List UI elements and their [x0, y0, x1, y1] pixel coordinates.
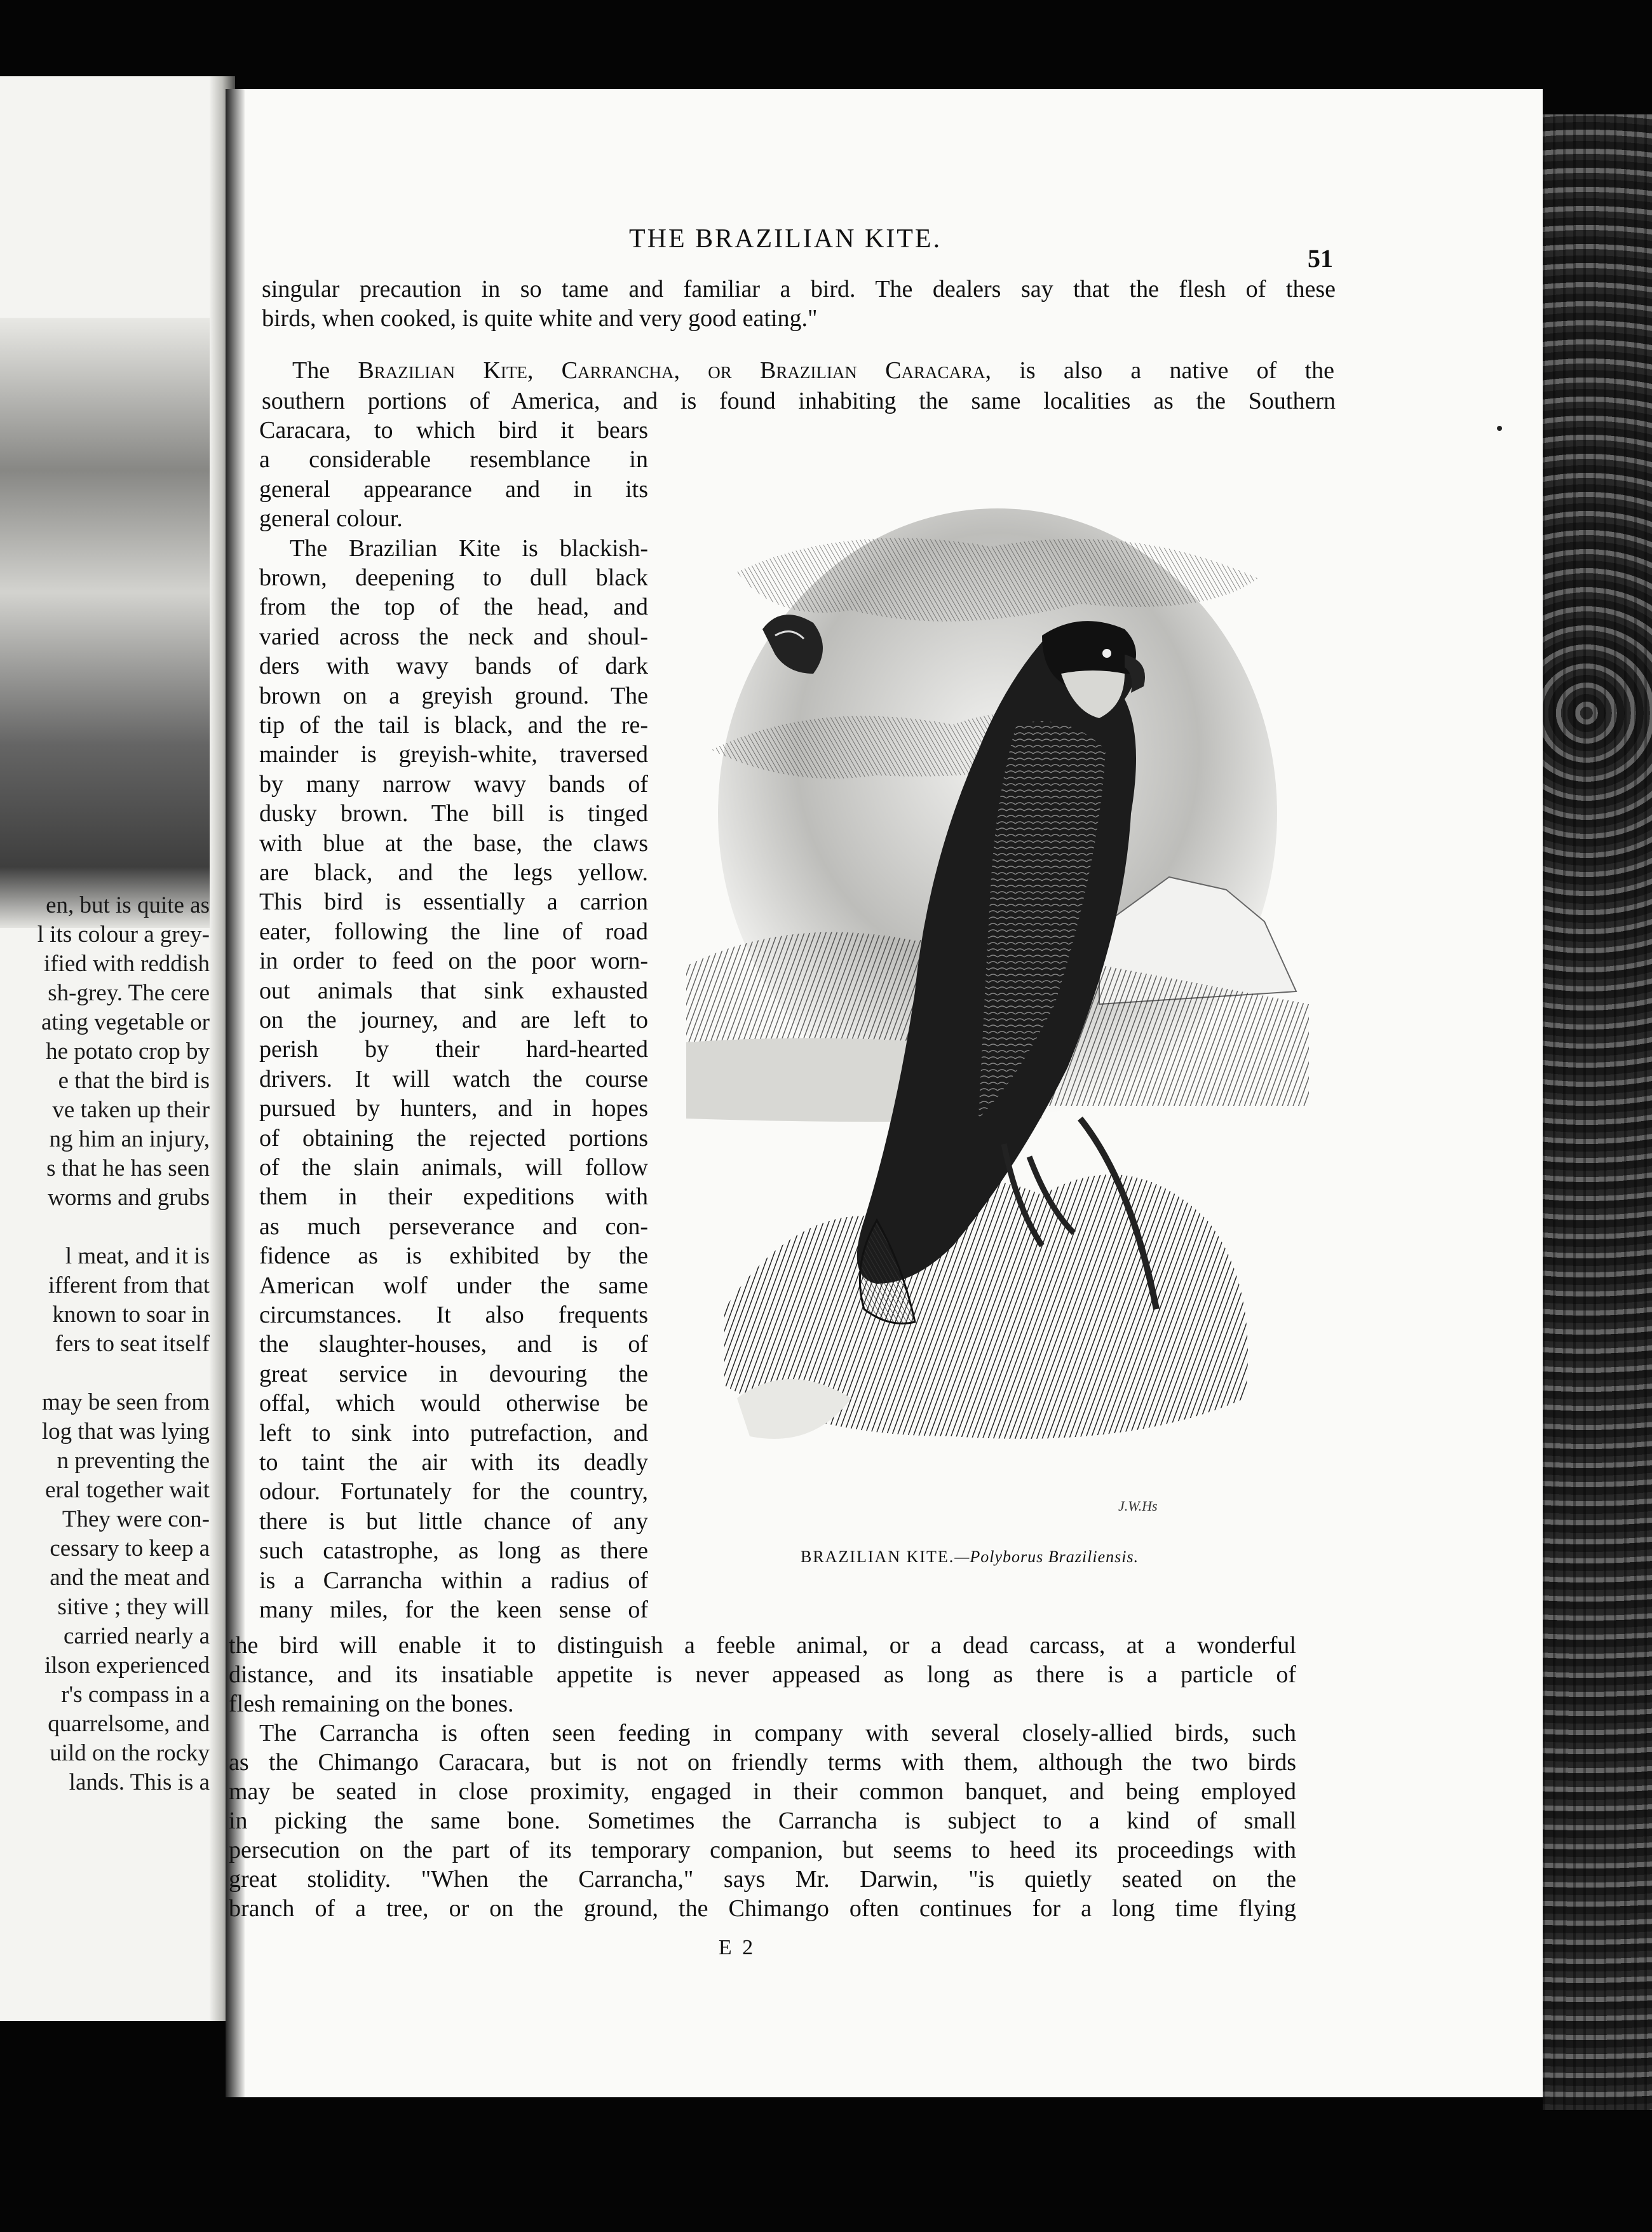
column-line: tip of the tail is black, and the re-	[259, 712, 648, 738]
left-page-line: sh-grey. The cere	[48, 980, 210, 1006]
column-line: from the top of the head, and	[259, 594, 648, 621]
column-line: great service in devouring the	[259, 1360, 648, 1387]
left-page-line: ve taken up their	[52, 1097, 210, 1123]
text-line: singular precaution in so tame and familiar a bird. The dealers say that the flesh of these	[262, 276, 1336, 303]
left-page-line: log that was lying	[41, 1419, 210, 1445]
column-line: with blue at the base, the claws	[259, 829, 648, 857]
column-line: pursued by hunters, and in hopes	[259, 1095, 648, 1122]
column-line: by many narrow wavy bands of	[259, 770, 648, 798]
intro-line-post: is also a native of the	[991, 357, 1334, 384]
column-line: left to sink into putrefaction, and	[259, 1419, 648, 1446]
column-line: of the slain animals, will follow	[259, 1154, 648, 1181]
column-line: This bird is essentially a carrion	[259, 888, 648, 916]
column-line: American wolf under the same	[259, 1272, 648, 1299]
column-line: Caracara, to which bird it bears	[259, 417, 648, 444]
left-page-line: They were con-	[62, 1506, 210, 1532]
text-line: birds, when cooked, is quite white and very good eating."	[262, 305, 818, 332]
column-line: ders with wavy bands of dark	[259, 653, 648, 680]
left-page-line: e that the bird is	[58, 1068, 210, 1094]
column-line: on the journey, and are left to	[259, 1007, 648, 1033]
column-line: of obtaining the rejected portions	[259, 1124, 648, 1152]
left-page-line: may be seen from	[41, 1389, 210, 1415]
column-line: a considerable resemblance in	[259, 446, 648, 473]
column-line: out animals that sink exhausted	[259, 977, 648, 1004]
figure-caption	[801, 1544, 1195, 1570]
left-page-line: and the meat and	[50, 1565, 210, 1591]
left-page-line: ified with reddish	[43, 951, 210, 977]
bottom-text-line: great stolidity. "When the Carrancha," says Mr. Darwin, "is quietly seated on the	[229, 1866, 1296, 1893]
left-page-line: uild on the rocky	[50, 1740, 210, 1766]
left-page-line: l meat, and it is	[65, 1243, 210, 1269]
column-line: there is but little chance of any	[259, 1507, 648, 1535]
left-page-line: fers to seat itself	[55, 1331, 210, 1357]
caption-name: BRAZILIAN KITE.	[801, 1548, 955, 1566]
left-page-line: carried nearly a	[63, 1623, 210, 1649]
bottom-text-line: branch of a tree, or on the ground, the Chimango often continues for a long time flying	[229, 1895, 1296, 1922]
engraving-illustration	[686, 483, 1309, 1538]
left-page-line: worms and grubs	[48, 1185, 210, 1211]
artist-signature: J.W.Hs	[1118, 1498, 1158, 1514]
column-line: circumstances. It also frequents	[259, 1302, 648, 1328]
column-line: perish by their hard-hearted	[259, 1036, 648, 1063]
left-page-line: he potato crop by	[46, 1038, 210, 1065]
column-line: general colour.	[259, 505, 403, 533]
bottom-text-line: flesh remaining on the bones.	[229, 1691, 514, 1717]
bottom-text-line: The Carrancha is often seen feeding in company with several closely-allied birds, such	[259, 1720, 1296, 1746]
left-page-line: ilson experienced	[44, 1652, 210, 1678]
bottom-text-line: may be seated in close proximity, engaged in their common banquet, and being employed	[229, 1778, 1296, 1805]
column-line: general appearance and in its	[259, 475, 648, 503]
left-page-line: s that he has seen	[46, 1155, 210, 1181]
left-page-line: l its colour a grey-	[37, 922, 210, 948]
column-line: offal, which would otherwise be	[259, 1390, 648, 1417]
left-page-line: eral together wait	[45, 1477, 210, 1503]
column-line: fidence as is exhibited by the	[259, 1242, 648, 1270]
left-page-engraving	[0, 318, 210, 928]
caption-latin: —Polyborus Braziliensis.	[954, 1548, 1139, 1566]
text-line: southern portions of America, and is found inhabiting the same localities as the Southern	[262, 388, 1336, 414]
left-page-line: ng him an injury,	[49, 1126, 210, 1152]
ink-speck	[1497, 426, 1502, 431]
left-page-line: r's compass in a	[61, 1682, 210, 1708]
left-page-line: n preventing the	[57, 1448, 210, 1474]
bottom-text-line: distance, and its insatiable appetite is never appeased as long as there is a particle of	[229, 1661, 1296, 1688]
left-page-line: ifferent from that	[48, 1272, 210, 1298]
bottom-text-line: the bird will enable it to distinguish a feeble animal, or a dead carcass, at a wonderful	[229, 1632, 1296, 1659]
left-page-line: cessary to keep a	[50, 1535, 210, 1562]
bottom-text-line: as the Chimango Caracara, but is not on friendly terms with them, although the two birds	[229, 1749, 1296, 1776]
column-line: them in their expeditions with	[259, 1183, 648, 1211]
column-line: The Brazilian Kite is blackish-	[290, 534, 648, 562]
intro-line	[292, 356, 1334, 385]
left-page-line: quarrelsome, and	[48, 1711, 210, 1737]
brazilian-kite-engraving	[686, 483, 1309, 1538]
printer-signature: E 2	[718, 1936, 756, 1959]
column-line: as much perseverance and con-	[259, 1213, 648, 1240]
bottom-text-line: in picking the same bone. Sometimes the Carrancha is subject to a kind of small	[229, 1807, 1296, 1834]
column-line: many miles, for the keen sense of	[259, 1596, 648, 1623]
running-head: THE BRAZILIAN KITE.	[629, 224, 942, 254]
left-page-line: en, but is quite as	[46, 892, 210, 918]
left-facing-page	[0, 76, 229, 2021]
bird-names: Brazilian Kite, Carrancha, or Brazilian Caracara,	[358, 357, 992, 384]
left-page-line: lands. This is a	[69, 1769, 210, 1795]
column-line: varied across the neck and shoul-	[259, 623, 648, 650]
column-line: the slaughter-houses, and is of	[259, 1331, 648, 1358]
column-line: drivers. It will watch the course	[259, 1065, 648, 1092]
column-line: odour. Fortunately for the country,	[259, 1478, 648, 1506]
bottom-text-line: persecution on the part of its temporary companion, but seems to heed its proceedings with	[229, 1837, 1296, 1863]
column-line: is a Carrancha within a radius of	[259, 1567, 648, 1594]
column-line: to taint the air with its deadly	[259, 1449, 648, 1476]
left-page-line	[0, 1213, 210, 1242]
column-line: brown, deepening to dull black	[259, 564, 648, 591]
left-page-line	[0, 1359, 210, 1388]
column-line: are black, and the legs yellow.	[259, 859, 648, 886]
intro-line-pre: The	[292, 357, 358, 384]
left-page-line: known to soar in	[52, 1302, 210, 1328]
column-line: mainder is greyish-white, traversed	[259, 741, 648, 768]
column-line: in order to feed on the poor worn-	[259, 948, 648, 975]
book-edge-pages	[1543, 114, 1652, 2110]
left-page-line: sitive ; they will	[57, 1594, 210, 1620]
kite-eye	[1102, 649, 1111, 658]
page-number: 51	[1308, 244, 1333, 273]
column-line: brown on a greyish ground. The	[259, 682, 648, 709]
column-line: such catastrophe, as long as there	[259, 1537, 648, 1565]
left-page-line: ating vegetable or	[41, 1009, 210, 1035]
column-line: eater, following the line of road	[259, 918, 648, 945]
column-line: dusky brown. The bill is tinged	[259, 800, 648, 827]
